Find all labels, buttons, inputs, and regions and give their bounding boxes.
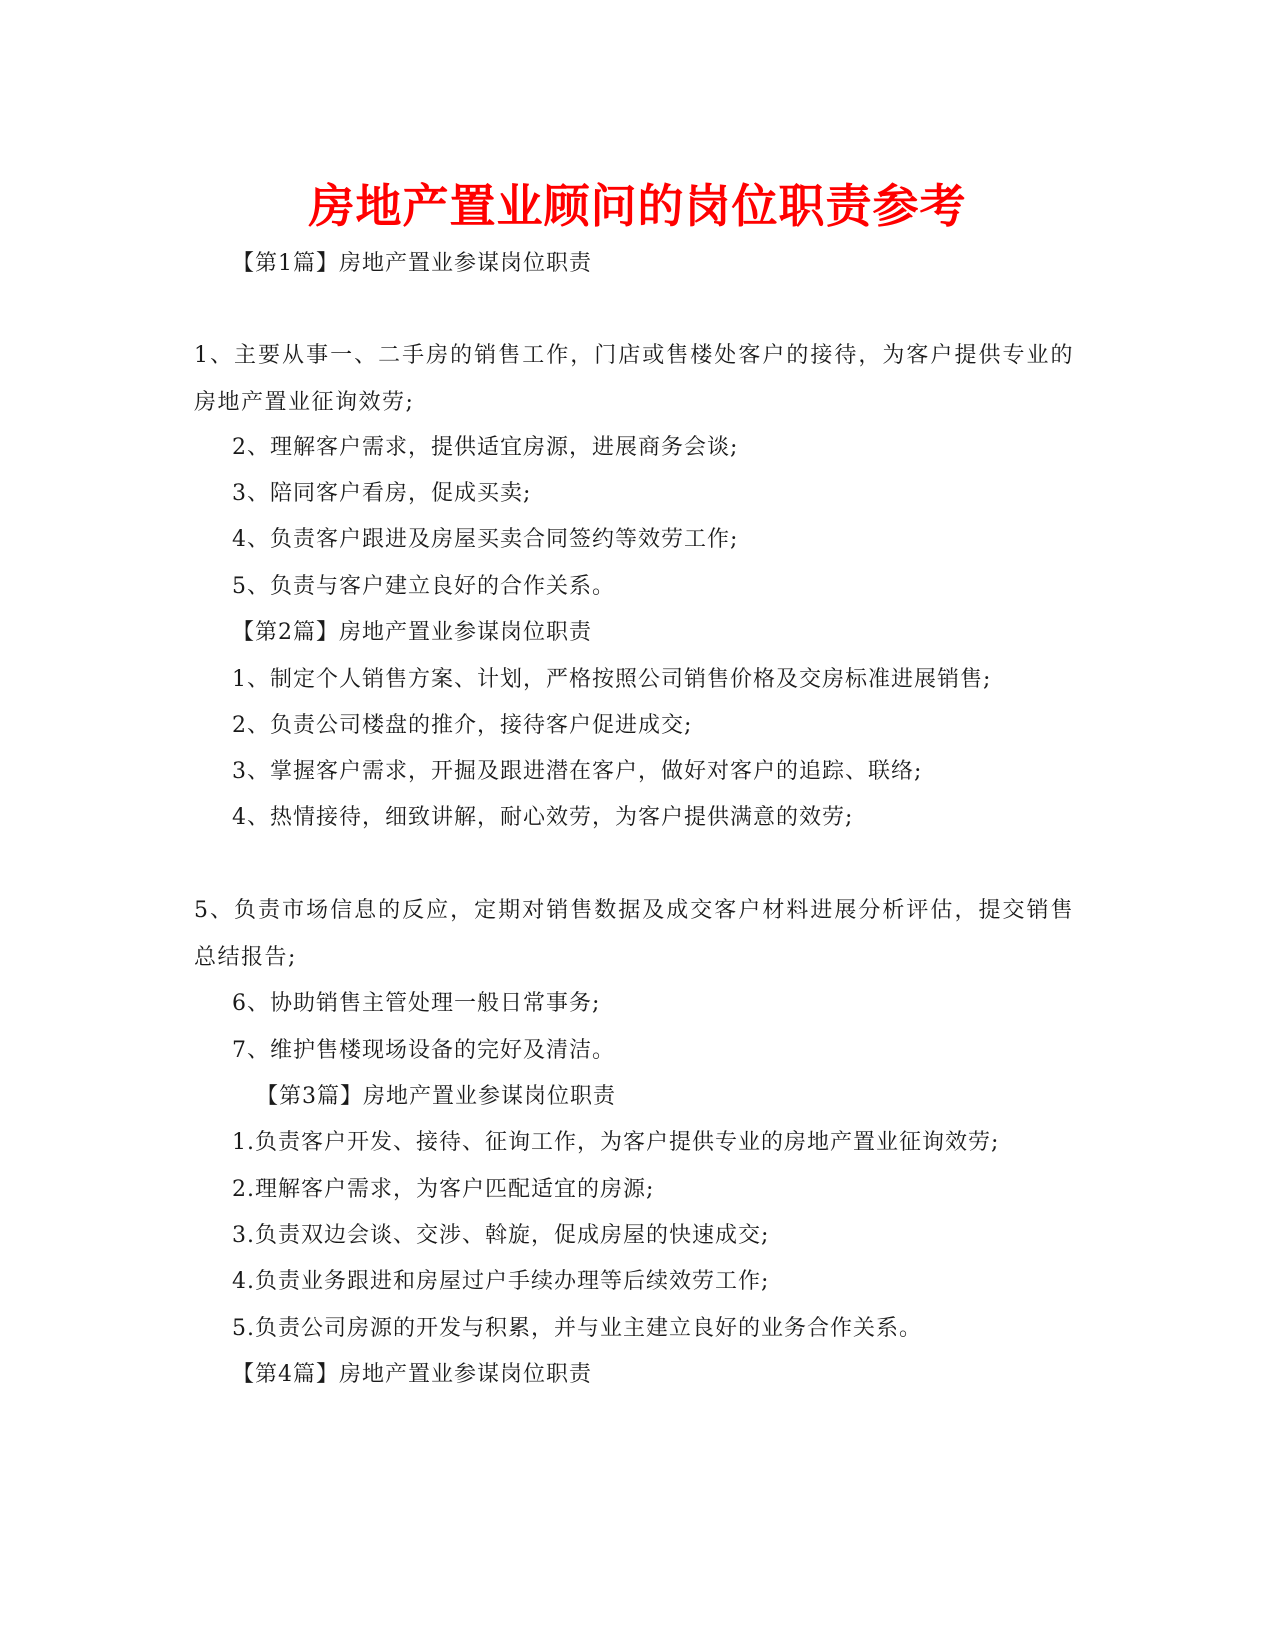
- list-item: 3、陪同客户看房，促成买卖;: [232, 481, 532, 506]
- list-item: 6、协助销售主管处理一般日常事务;: [232, 991, 601, 1016]
- section-heading: 【第3篇】房地产置业参谋岗位职责: [256, 1084, 616, 1109]
- list-item: 7、维护售楼现场设备的完好及清洁。: [232, 1038, 615, 1063]
- list-item: 4、负责客户跟进及房屋买卖合同签约等效劳工作;: [232, 527, 739, 552]
- list-item: 1.负责客户开发、接待、征询工作，为客户提供专业的房地产置业征询效劳;: [232, 1130, 1000, 1155]
- list-item: 5、负责市场信息的反应，定期对销售数据及成交客户材料进展分析评估，提交销售总结报告;: [194, 898, 1074, 970]
- section-heading: 【第2篇】房地产置业参谋岗位职责: [232, 620, 592, 645]
- list-item: 2.理解客户需求，为客户匹配适宜的房源;: [232, 1177, 655, 1202]
- list-item: 2、负责公司楼盘的推介，接待客户促进成交;: [232, 713, 693, 738]
- list-item: 5、负责与客户建立良好的合作关系。: [232, 574, 615, 599]
- section-heading: 【第4篇】房地产置业参谋岗位职责: [232, 1362, 592, 1387]
- list-item: 1、主要从事一、二手房的销售工作，门店或售楼处客户的接待，为客户提供专业的房地产置业征询效劳;: [194, 343, 1074, 415]
- list-item: 1、制定个人销售方案、计划，严格按照公司销售价格及交房标准进展销售;: [232, 667, 992, 692]
- list-item: 3、掌握客户需求，开掘及跟进潜在客户，做好对客户的追踪、联络;: [232, 759, 923, 784]
- list-item: 4.负责业务跟进和房屋过户手续办理等后续效劳工作;: [232, 1269, 770, 1294]
- list-item: 3.负责双边会谈、交涉、斡旋，促成房屋的快速成交;: [232, 1223, 770, 1248]
- list-item: 2、理解客户需求，提供适宜房源，进展商务会谈;: [232, 435, 739, 460]
- list-item: 4、热情接待，细致讲解，耐心效劳，为客户提供满意的效劳;: [232, 805, 854, 830]
- document-title: 房地产置业顾问的岗位职责参考: [308, 179, 967, 233]
- section-heading: 【第1篇】房地产置业参谋岗位职责: [232, 251, 592, 276]
- list-item: 5.负责公司房源的开发与积累，并与业主建立良好的业务合作关系。: [232, 1316, 922, 1341]
